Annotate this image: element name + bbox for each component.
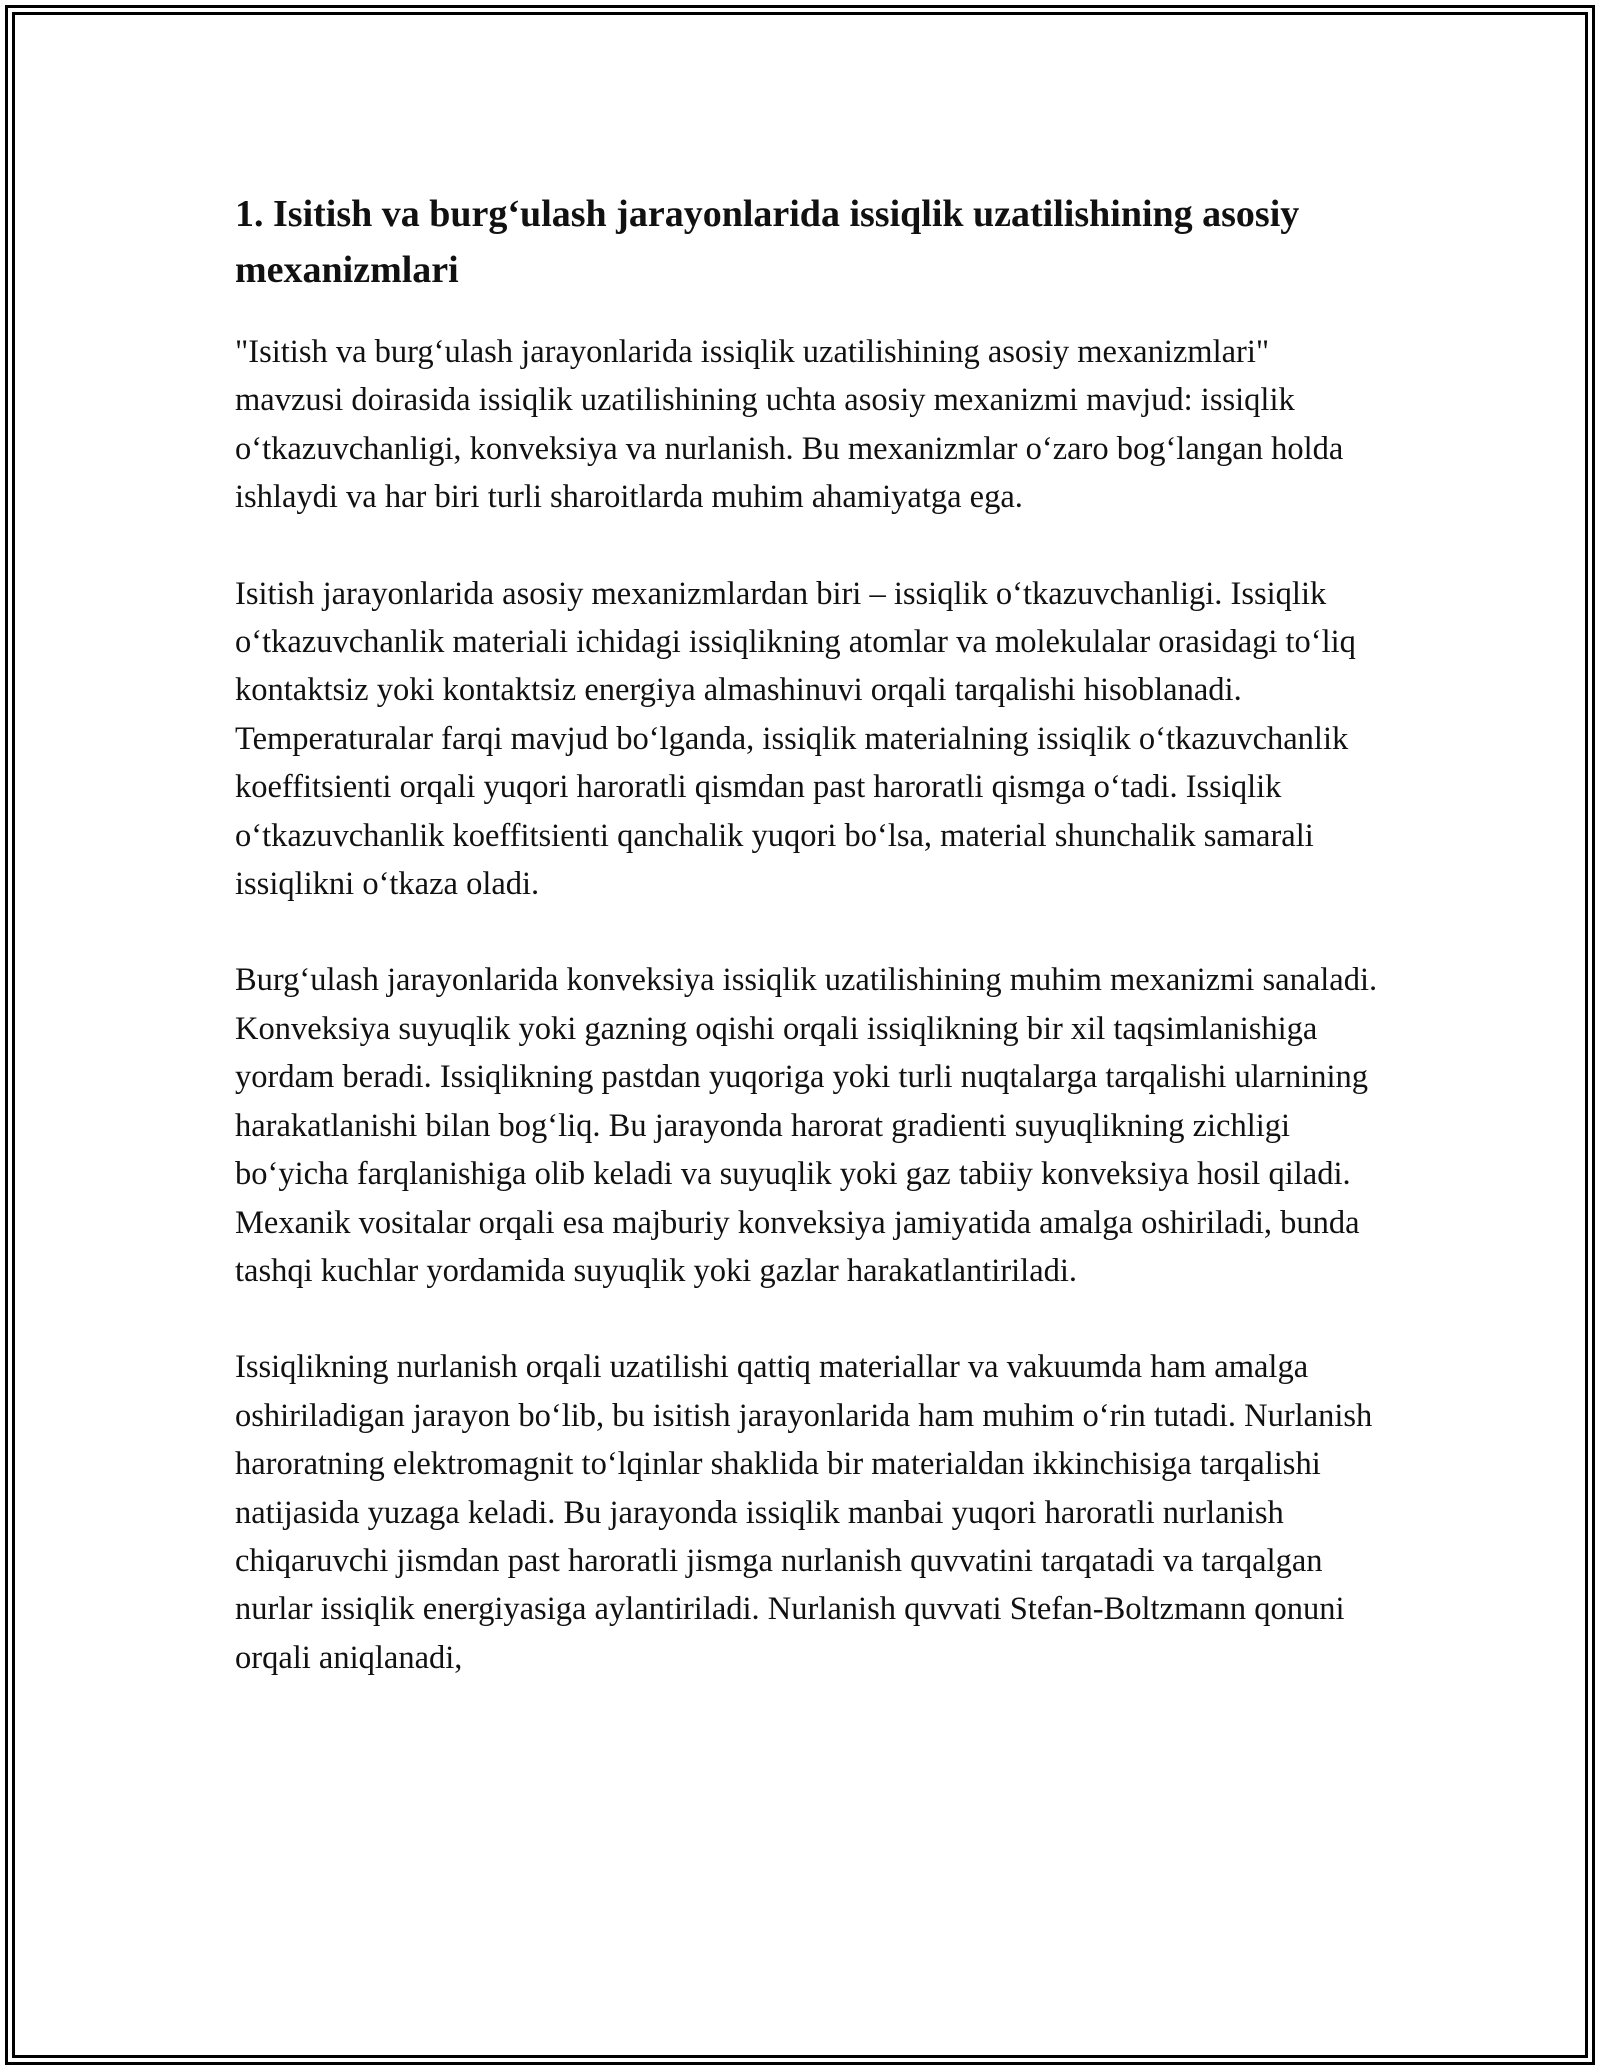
section-heading: 1. Isitish va burg‘ulash jarayonlarida issiqlik uzatilishining asosiy mexanizmlari: [235, 193, 1300, 291]
document-body: [235, 186, 1385, 1730]
paragraph-conduction: Isitish jarayonlarida asosiy mexanizmlardan biri – issiqlik o‘tkazuvchanligi. Issiqlik o‘tkazuvchanlik materiali ichidagi issiqlikning atomlar va molekulalar orasidagi to‘liq kontaktsiz yoki kontaktsiz energiya almashinuvi orqali tarqalishi hisoblanadi. Temperaturalar farqi mavjud bo‘lganda, issiqlik materialning issiqlik o‘tkazuvchanlik koeffitsienti orqali yuqori haroratli qismdan past haroratli qismga o‘tadi. Issiqlik o‘tkazuvchanlik koeffitsienti qanchalik yuqori bo‘lsa, material shunchalik samarali issiqlikni o‘tkaza oladi.: [235, 575, 1356, 903]
paragraph-radiation: Issiqlikning nurlanish orqali uzatilishi qattiq materiallar va vakuumda ham amalga oshiriladigan jarayon bo‘lib, bu isitish jarayonlarida ham muhim o‘rin tutadi. Nurlanish haroratning elektromagnit to‘lqinlar shaklida bir materialdan ikkinchisiga tarqalishi natijasida yuzaga keladi. Bu jarayonda issiqlik manbai yuqori haroratli nurlanish chiqaruvchi jismdan past haroratli jismga nurlanish quvvatini tarqatadi va tarqalgan nurlar issiqlik energiyasiga aylantiriladi. Nurlanish quvvati Stefan-Boltzmann qonuni orqali aniqlanadi,: [235, 1349, 1373, 1676]
paragraph-intro: "Isitish va burg‘ulash jarayonlarida issiqlik uzatilishining asosiy mexanizmlari" mavzusi doirasida issiqlik uzatilishining uchta asosiy mexanizmi mavjud: issiqlik o‘tkazuvchanligi, konveksiya va nurlanish. Bu mexanizmlar o‘zaro bog‘langan holda ishlaydi va har biri turli sharoitlarda muhim ahamiyatga ega.: [235, 334, 1344, 516]
paragraph-convection: Burg‘ulash jarayonlarida konveksiya issiqlik uzatilishining muhim mexanizmi sanaladi. Konveksiya suyuqlik yoki gazning oqishi orqali issiqlikning bir xil taqsimlanishiga yordam beradi. Issiqlikning pastdan yuqoriga yoki turli nuqtalarga tarqalishi ularnining harakatlanishi bilan bog‘liq. Bu jarayonda harorat gradienti suyuqlikning zichligi bo‘yicha farqlanishiga olib keladi va suyuqlik yoki gaz tabiiy konveksiya hosil qiladi. Mexanik vositalar orqali esa majburiy konveksiya jamiyatida amalga oshiriladi, bunda tashqi kuchlar yordamida suyuqlik yoki gazlar harakatlantiriladi.: [235, 962, 1378, 1289]
